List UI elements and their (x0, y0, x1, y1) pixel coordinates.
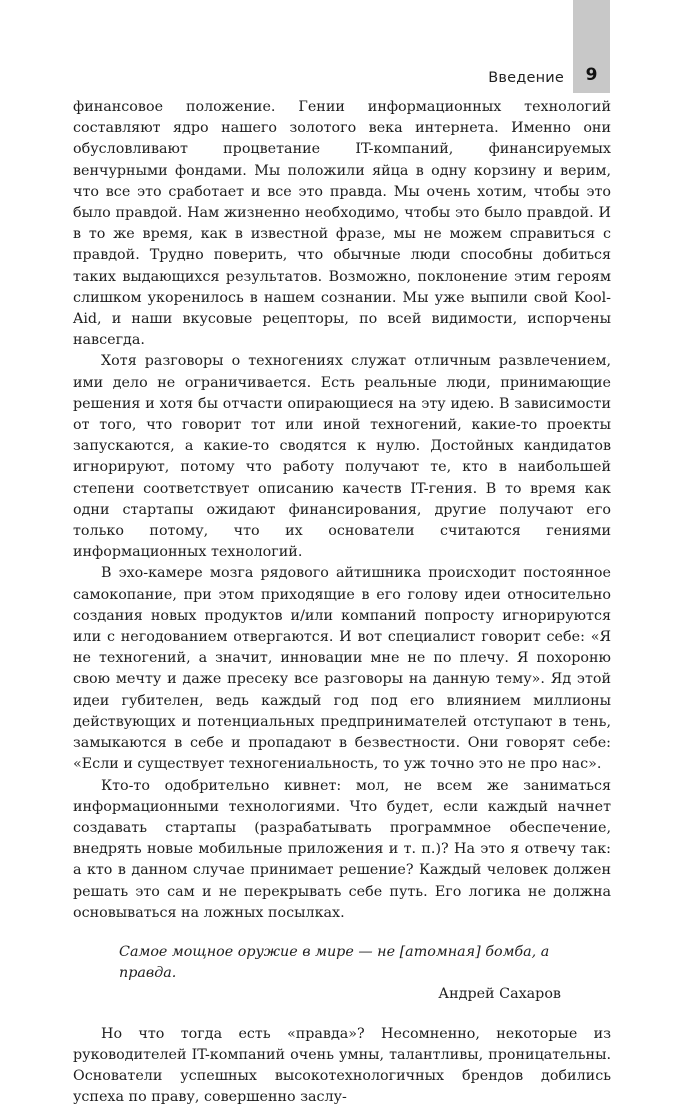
body-text (73, 97, 611, 1108)
paragraph-1: финансовое положение. Гении информационных технологий составляют ядро нашего золотого века интернета. Именно они обусловливают процветание IT-компаний, финансируемых венчурными фондами. Мы положили яйца в одну корзину и верим, что все это сработает и все это правда. Мы очень хотим, чтобы это было правдой. Нам жизненно необходимо, чтобы это было правдой. И в то же время, как в известной фразе, мы не можем справиться с правдой. Трудно поверить, что обычные люди способны добиться таких выдающихся результатов. Возможно, поклонение этим героям слишком укоренилось в нашем сознании. Мы уже выпили свой Kool-Aid, и наши вкусовые рецепторы, по всей видимости, испорчены навсегда. (73, 99, 611, 349)
epigraph-author: Андрей Сахаров (438, 986, 561, 1003)
epigraph-quote: Самое мощное оружие в мире — не [атомная] бомба, а правда. (119, 943, 550, 982)
page-number-tab (573, 0, 610, 93)
paragraph-4: Кто-то одобрительно кивнет: мол, не всем же заниматься информационными технологиями. Что будет, если каждый начнет создавать стартапы (разрабатывать программное обеспечение, внедрять новые мобильные приложения и т. п.)? На это я отвечу так: а кто в данном случае принимает решение? Каждый человек должен решать это сам и не перекрывать себе путь. Его логика не должна основываться на ложных посылках. (73, 777, 611, 921)
running-head-section-title: Введение (488, 70, 564, 86)
page-number: 9 (585, 65, 598, 85)
epigraph (119, 942, 611, 1006)
paragraph-5: Но что тогда есть «правда»? Несомненно, некоторые из руководителей IT-компаний очень умны, талантливы, проницательны. Основатели успешных высокотехнологичных брендов добились успеха по праву, совершенно заслу- (73, 1025, 611, 1106)
paragraph-2: Хотя разговоры о техногениях служат отличным развлечением, ими дело не ограничивается. Есть реальные люди, принимающие решения и хотя бы отчасти опирающиеся на эту идею. В зависимости от того, что говорит тот или иной техногений, какие-то проекты запускаются, а какие-то сводятся к нулю. Достойных кандидатов игнорируют, потому что работу получают те, кто в наибольшей степени соответствует описанию качеств IT-гения. В то время как одни стартапы ожидают финансирования, другие получают его только потому, что их основатели считаются гениями информационных технологий. (73, 353, 611, 561)
paragraph-3: В эхо-камере мозга рядового айтишника происходит постоянное самокопание, при этом приходящие в его голову идеи относительно создания новых продуктов и/или компаний попросту игнорируются или с негодованием отвергаются. И вот специалист говорит себе: «Я не техногений, а значит, инновации мне не по плечу. Я похороню свою мечту и даже пресеку все разговоры на данную тему». Яд этой идеи губителен, ведь каждый год под его влиянием миллионы действующих и потенциальных предпринимателей отступают в тень, замыкаются в себе и пропадают в безвестности. Они говорят себе: «Если и существует техногениальность, то уж точно это не про нас». (73, 565, 611, 773)
